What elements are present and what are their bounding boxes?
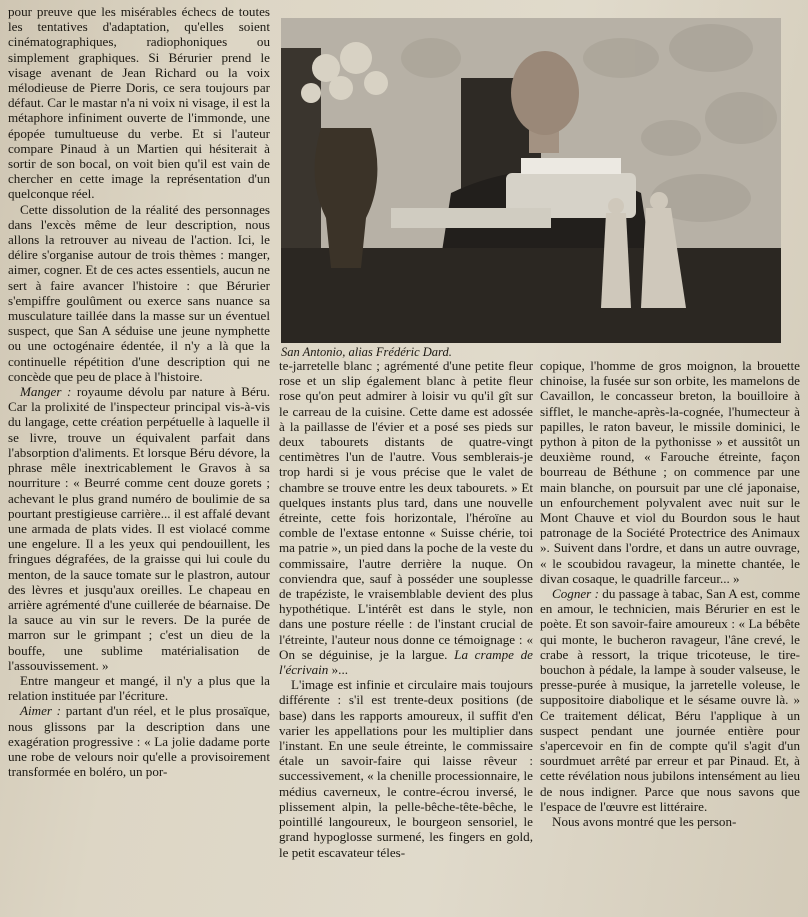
paragraph: Nous avons montré que les person- (552, 814, 737, 830)
text-column-1 (8, 4, 270, 779)
text-column-2 (279, 358, 533, 860)
paragraph (8, 703, 270, 779)
papers (391, 208, 551, 228)
text-column-3 (540, 358, 800, 829)
photo-illustration (281, 18, 781, 343)
paragraph (540, 586, 800, 814)
paragraph-text: partant d'un réel, et le plus prosaïque, nous glissons par la description dans une exagération progressive : « La jolie dadame porte une robe de velours noir qu'elle a provisoirement transformée en boléro, un por- (8, 703, 270, 780)
section-label-aimer: Aimer : (20, 703, 62, 719)
paragraph-text: du passage à tabac, San A est, comme en amour, le technicien, mais Bérurier en est le poète. Et son savoir-faire amoureux : « La bébête qui monte, le bucheron ravageur, l'âne crevé, le crabe à ressort, la trique tricoteuse, le tire-bouchon à pédale, la lampe à souder valseuse, le presse-purée à musique, la jarretelle voleuse, le suppositoire diabolique et le sésame ouvre là. » Ce traitement délicat, Béru l'applique à un suspect pendant une journée entière pour s'apercevoir en fin de compte qu'il s'agit d'un sourdmuet arrêté par erreur et par Pinaud. Et, à cette révélation nous jubilons intensément au lieu de nous indigner. Parce que nous savons que l'espace de l'œuvre est littéraire. (540, 586, 801, 814)
paragraph: copique, l'homme de gros moignon, la brouette chinoise, la fusée sur son orbite, les mamelons de Cavaillon, le concasseur breton, la bouilloire à sifflet, le manche-après-la-cognée, l'humecteur à papilles, le raton baveur, le missile dominici, le python à piton de la pythonisse » et aussitôt un deuxième round, « Farouche étreinte, façon bourreau de Béthune ; on commence par une main blanche, on poursuit par une clé japonaise, un enfourchement polyvalent avec nuit sur le Mont Chauve et viol du Bourdon sous le haut patronage de la Société Protectrice des Animaux ». Suivent dans l'ordre, et dans un autre ouvrage, « le scoubidou ravageur, la minette chantée, le divan cosaque, le quadrille farceur... » (540, 358, 800, 586)
paragraph-text-end: »... (328, 662, 348, 678)
paragraph (279, 358, 533, 677)
italic-title: La crampe de l'écrivain (279, 646, 533, 678)
curtain (281, 48, 321, 248)
paragraph: pour preuve que les misérables échecs de toutes les tentatives d'adaptation, qu'elles soient cinématographiques, radiophoniques ou simplement graphiques. Si Bérurier prend le visage avenant de Jean Richard ou la voix mélodieuse de Pierre Doris, ce sera toujours par défaut. Car le mastar n'a ni voix ni visage, il est la métaphore infiniment ouverte de l'immonde, une épopée tumultueuse du verbe. Et si l'auteur compare Pinaud à un Martien qui hésiterait à sortir de son bocal, on voit bien qu'il est vain de chercher en cette image la représentation d'un quelconque réel. (8, 4, 270, 202)
head (511, 51, 579, 135)
paper (521, 158, 621, 174)
author-photo (281, 18, 781, 343)
section-label-cogner: Cogner : (552, 586, 599, 602)
paragraph (8, 384, 270, 673)
paragraph: Cette dissolution de la réalité des personnages dans l'excès même de leur description, nous allons la retrouver au niveau de l'action. Ici, le délire s'organise autour de trois thèmes : manger, aimer, cogner. Et de ces actes essentiels, aucun ne sert à faire avancer l'histoire : que Bérurier s'empiffre goulûment ou exerce sans nuance sa musculature taillée dans la masse sur un éventuel suspect, que San A séduise une jeune nymphette ou une octogénaire édentée, il n'y a là que la continuelle répétition d'une description qui ne concède que peu de place à l'histoire. (8, 201, 270, 384)
section-label-manger: Manger : (20, 384, 72, 400)
paragraph: Entre mangeur et mangé, il n'y a plus que la relation instituée par l'écriture. (8, 672, 270, 704)
paragraph-text: te-jarretelle blanc ; agrémenté d'une petite fleur rose et un slip également blanc à petite fleur rose qu'on peut admirer à loisir vu qu'il gît sur le carreau de la cuisine. Cette dame est adossée à la paillasse de l'évier et a posé ses pieds sur deux tabourets distants de quatre-vingt centimètres l'un de l'autre. Vous semblerais-je trop hardi si je vous précise que le valet de chambre se trouve entre les deux tabourets. » Et quelques instants plus tard, dans une nouvelle étreinte, cette fois horizontale, l'héroïne au comble de l'extase entonne « Suisse chérie, toi ma patrie », un pied dans la poche de la veste du commissaire, l'autre derrière la nuque. On conviendra que, sauf à posséder une souplesse de trapéziste, le vraisemblable devient des plus hypothétique. L'intérêt est dans le style, non dans une posture réelle : de l'instant crucial de l'étreinte, l'auteur nous donne ce témoignage : « On se déguinise, je la largue. (279, 358, 533, 662)
paragraph-text: royaume dévolu par nature à Béru. Car la prolixité de l'inspecteur principal vis-à-vis du langage, cette création perpétuelle à laquelle il se livre, trouve un équivalent parfait dans l'absorption d'aliments. Et lorsque Béru dévore, la phrase mêle inextricablement le Gravos à sa nourriture : « Beurré comme cent douze gorets ; achevant le plus grand numéro de boulimie de sa pourtant prestigieuse carrière... il est affalé devant une armada de plats vides. Il est violacé comme une engelure. Il a les yeux qui pendouillent, les fringues dégrafées, de la graisse qui lui coule du menton, de la sauce tomate sur le plastron, autour des lèvres et jusqu'aux oreilles. Le chapeau en arrière agrémenté d'une cuillerée de béarnaise. De la sauce au vin sur le revers. De la purée de marron sur le grimpant ; c'est un dieu de la bouffe, une sublime matérialisation de l'assouvissement. » (8, 384, 270, 673)
photo-caption: San Antonio, alias Frédéric Dard. (281, 345, 452, 359)
paragraph: L'image est infinie et circulaire mais toujours différente : s'il est trente-deux positions (de base) dans les rapports amoureux, il suffit d'en varier les appellations pour les multiplier dans l'instant. En une seule étreinte, le commissaire étale un savoir-faire qui laisse rêveur : successivement, « la chenille processionnaire, le médius caverneux, le contre-écrou inversé, le plissement alpin, la pelle-bêche-tête-bêche, le pointillé langoureux, le bourgeon sensoriel, le grand hypoglosse surmené, les fingers en gold, le petit escavateur téles- (279, 677, 533, 860)
